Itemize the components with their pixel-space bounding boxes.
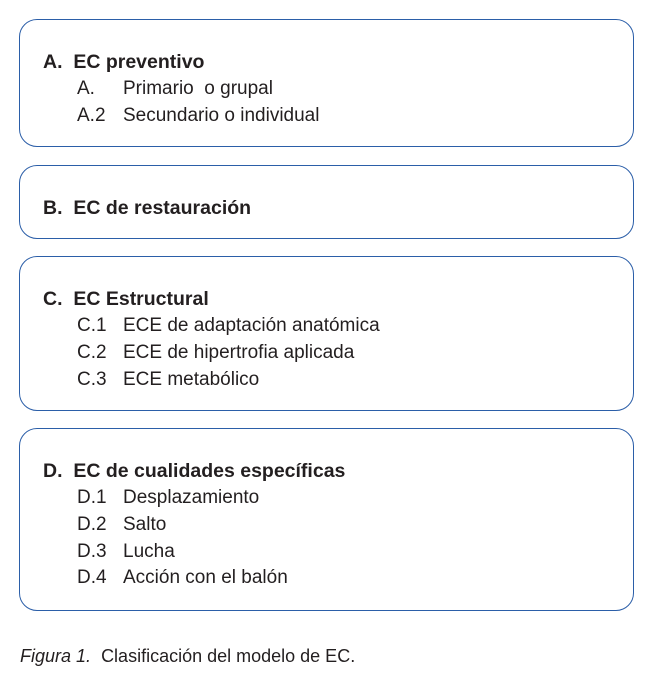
list-item: [77, 539, 288, 566]
box-ec-preventivo: [19, 19, 634, 147]
item-code: A.: [77, 78, 95, 99]
item-label: Secundario o individual: [123, 104, 320, 126]
list-item: [77, 565, 288, 592]
item-code: C.1: [77, 315, 107, 336]
item-label: Primario o grupal: [123, 78, 273, 99]
item-code: D.2: [77, 513, 107, 535]
item-label: Lucha: [123, 540, 175, 562]
item-label: ECE de hipertrofia aplicada: [123, 341, 355, 363]
box-title: D. EC de cualidades específicas: [43, 460, 346, 482]
item-code: D.4: [77, 567, 107, 589]
item-list: [77, 313, 380, 393]
box-title: C. EC Estructural: [43, 288, 209, 310]
figure-caption: [20, 644, 355, 668]
list-item: [77, 103, 319, 130]
list-item: [77, 313, 380, 340]
item-label: Acción con el balón: [123, 567, 288, 589]
caption-label: Figura 1.: [20, 646, 92, 666]
list-item: [77, 340, 380, 367]
box-title: B. EC de restauración: [43, 197, 252, 219]
box-ec-restauracion: [19, 165, 634, 239]
item-list: [77, 485, 288, 592]
item-label: ECE metabólico: [123, 368, 260, 390]
caption-text: Clasificación del modelo de EC.: [101, 646, 356, 666]
item-label: ECE de adaptación anatómica: [123, 315, 380, 336]
box-title: A. EC preventivo: [43, 51, 205, 73]
box-ec-cualidades-especificas: [19, 428, 634, 611]
item-label: Salto: [123, 513, 167, 535]
list-item: [77, 512, 288, 539]
item-code: A.2: [77, 104, 106, 126]
list-item: [77, 367, 380, 394]
box-ec-estructural: [19, 256, 634, 411]
item-label: Desplazamiento: [123, 487, 260, 508]
item-code: C.3: [77, 368, 107, 390]
item-code: D.1: [77, 487, 107, 508]
list-item: [77, 485, 288, 512]
item-code: D.3: [77, 540, 107, 562]
item-code: C.2: [77, 341, 107, 363]
list-item: [77, 76, 319, 103]
item-list: [77, 76, 319, 130]
